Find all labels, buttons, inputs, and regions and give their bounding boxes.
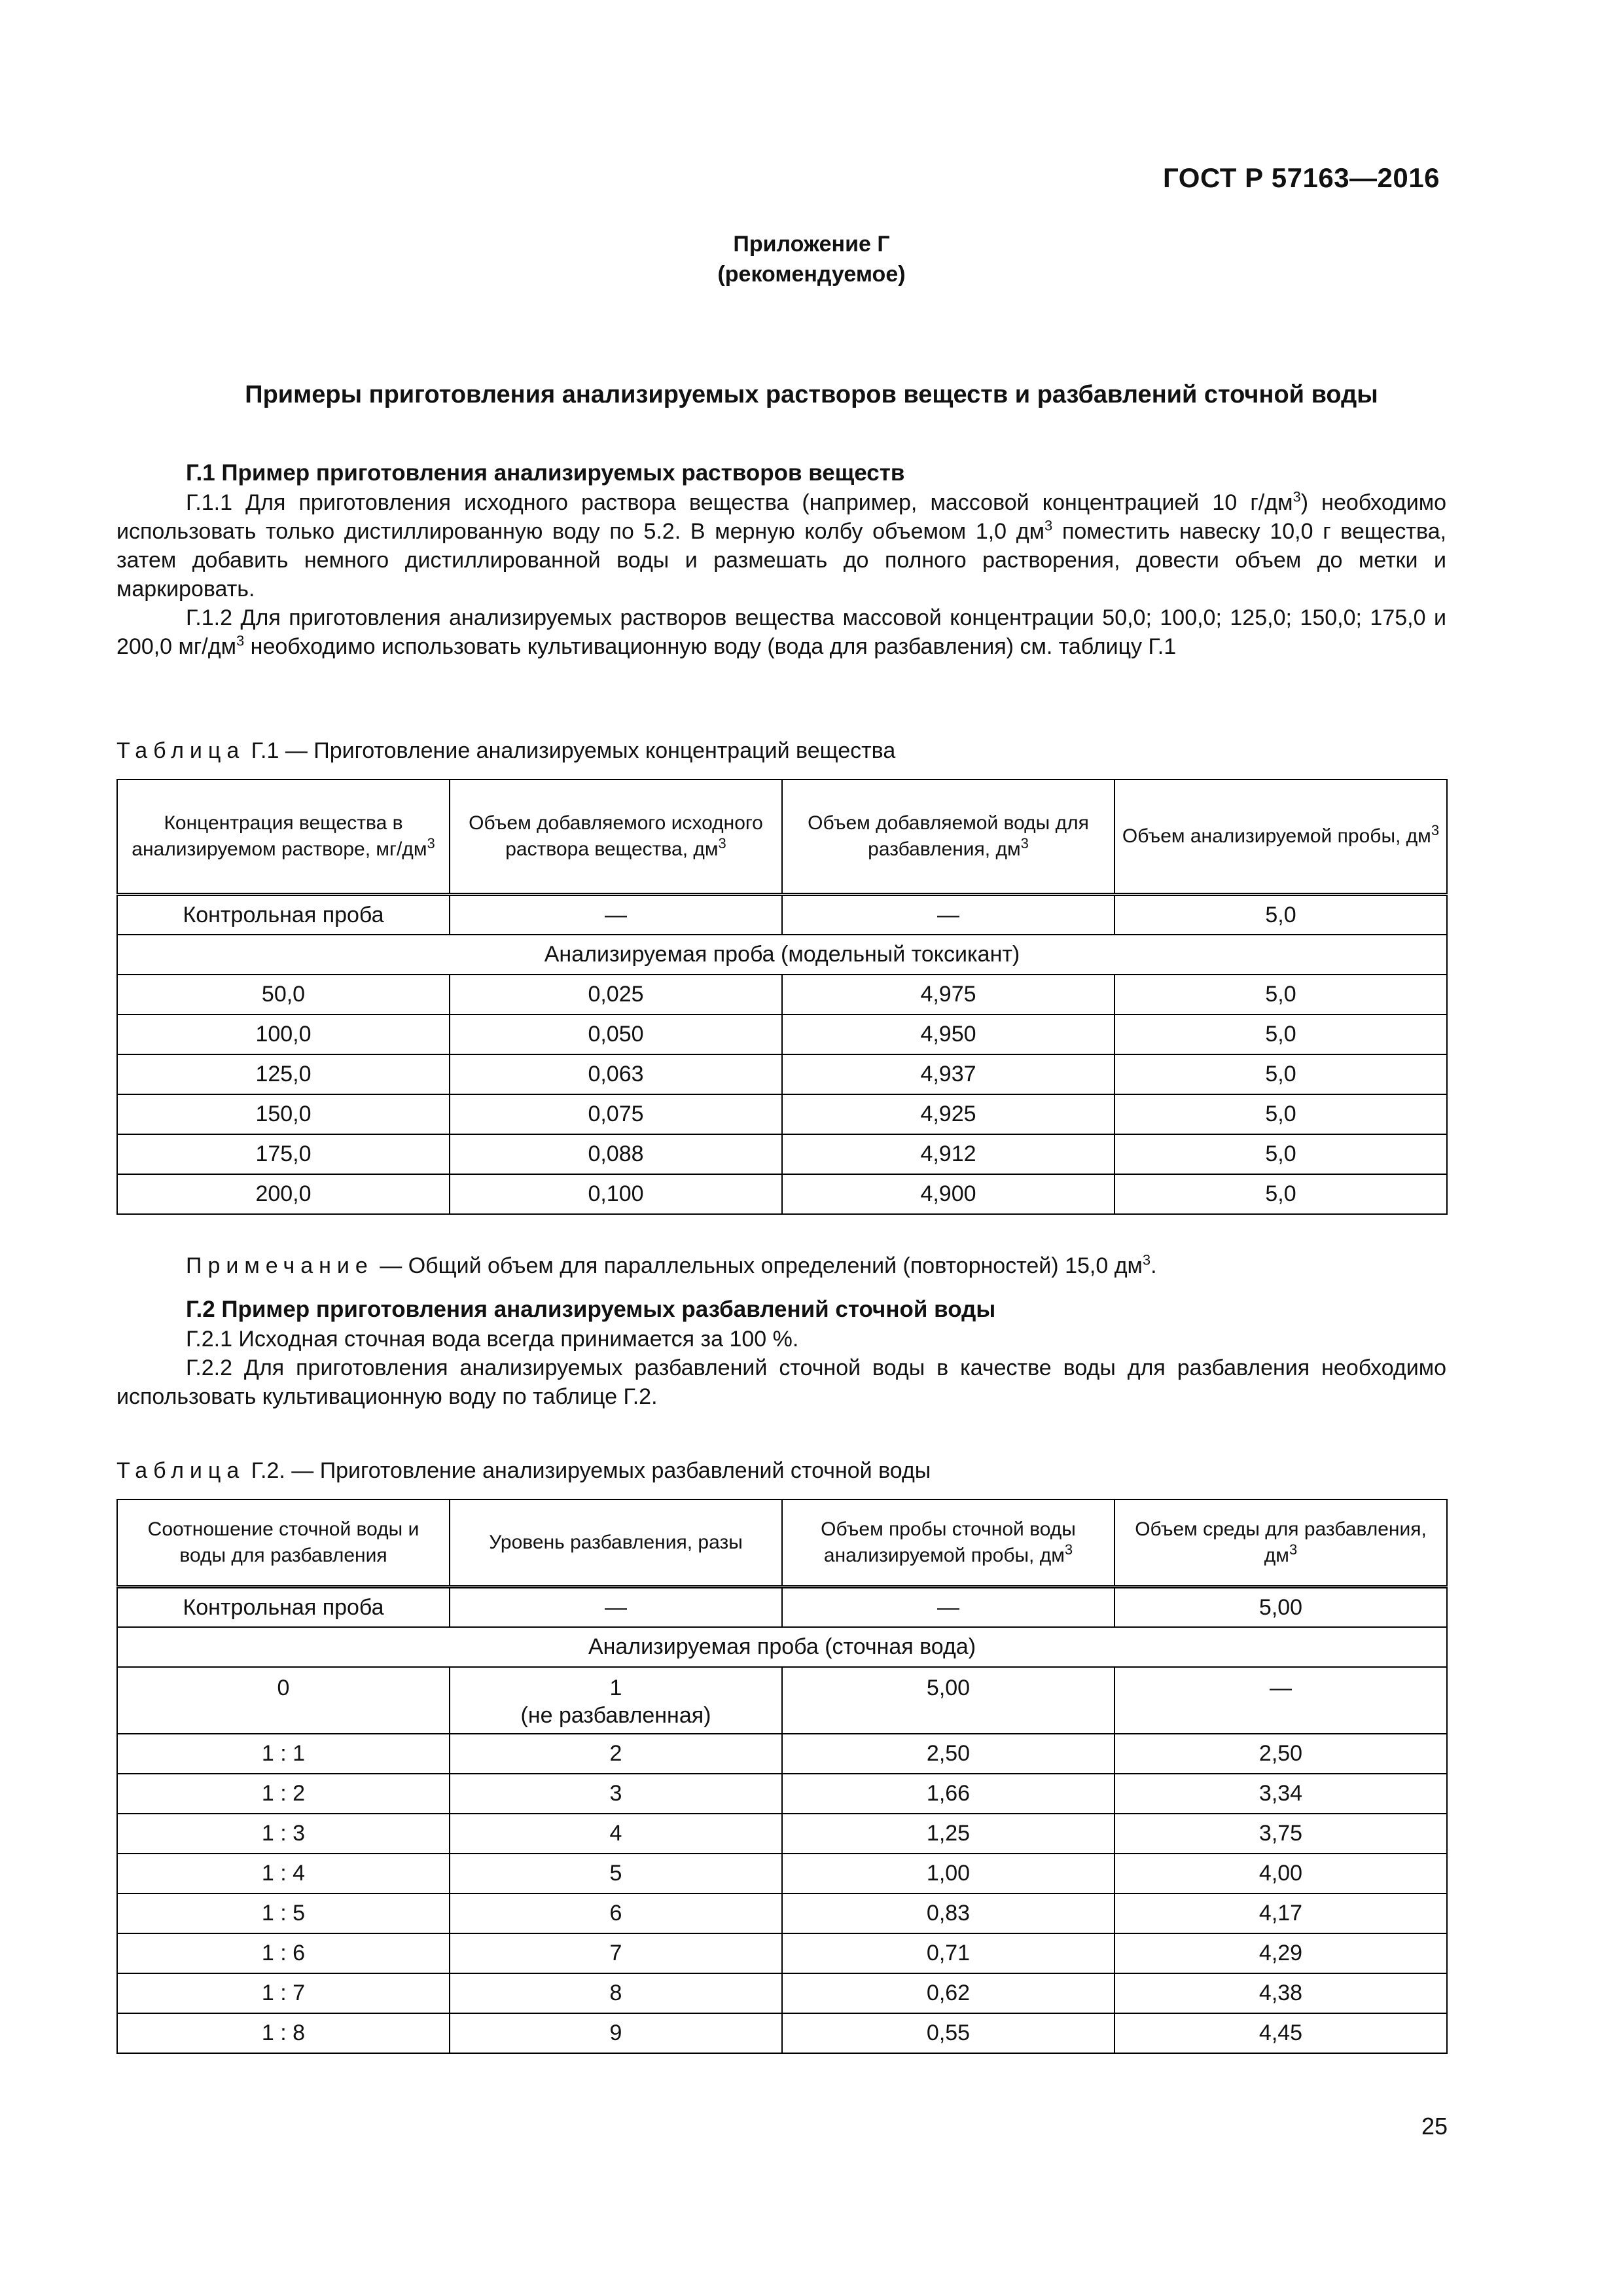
section-g1 (116, 458, 1446, 661)
table1-note: Примечание — Общий объем для параллельных определений (повторностей) 15,0 $дм^3$. (186, 1251, 1157, 1278)
section-heading: Г.2 Пример приготовления анализируемых разбавлений сточной воды (186, 1297, 996, 1322)
paragraph-g1-2: Г.1.2 Для приготовления анализируемых растворов вещества массовой концентрации 50,0; 100,0; 125,0; 150,0; 175,0 и 200,0 $мг/дм^3$ необходимо использовать культивационную воду (вода для разбавления) см. таблицу Г.1 (116, 605, 1446, 659)
table-row: 1 : 3 4 1,25 3,75 (117, 1814, 1447, 1854)
table-row: Контрольная проба — — 5,0 (117, 895, 1447, 935)
table-row: 100,0 0,050 4,950 5,0 (117, 1014, 1447, 1054)
column-header: Уровень разбавления, разы (450, 1499, 782, 1587)
table2-caption: Таблица Г.2. — Приготовление анализируемых разбавлений сточной воды (116, 1458, 931, 1483)
table-row: 0 1 (не разбавленная) 5,00 — (117, 1667, 1447, 1734)
table-row: 125,0 0,063 4,937 5,0 (117, 1054, 1447, 1094)
table-row: 200,0 0,100 4,900 5,0 (117, 1174, 1447, 1214)
column-header: Объем добавляемого исходного раствора вещества, $дм^3$ (450, 780, 782, 895)
table2-container (116, 1499, 1446, 2054)
table-row: 175,0 0,088 4,912 5,0 (117, 1134, 1447, 1174)
table-row: 150,0 0,075 4,925 5,0 (117, 1094, 1447, 1134)
main-title: Примеры приготовления анализируемых растворов веществ и разбавлений сточной воды (245, 381, 1378, 408)
column-header: Объем пробы сточной воды анализируемой пробы, $дм^3$ (782, 1499, 1115, 1587)
column-header: Концентрация вещества в анализируемом растворе, $мг/дм^3$ (117, 780, 450, 895)
column-header: Соотношение сточной воды и воды для разбавления (117, 1499, 450, 1587)
table1 (116, 779, 1448, 1215)
section-g2 (116, 1295, 1446, 1411)
column-header: Объем среды для разбавления, $дм^3$ (1115, 1499, 1447, 1587)
paragraph-g2-2: Г.2.2 Для приготовления анализируемых разбавлений сточной воды в качестве воды для разбавления необходимо использовать культивационную воду по таблице Г.2. (116, 1355, 1446, 1409)
page-number: 25 (1421, 2113, 1448, 2140)
table-group-row: Анализируемая проба (модельный токсикант) (117, 935, 1447, 975)
table-row: 1 : 6 7 0,71 4,29 (117, 1933, 1447, 1973)
table-row: Контрольная проба — — 5,00 (117, 1587, 1447, 1627)
table-row: 1 : 4 5 1,00 4,00 (117, 1854, 1447, 1893)
paragraph-g2-1: Г.2.1 Исходная сточная вода всегда принимается за 100 %. (186, 1327, 799, 1352)
table-header-row (117, 780, 1447, 895)
column-header: Объем добавляемой воды для разбавления, $дм^3$ (782, 780, 1115, 895)
section-heading: Г.1 Пример приготовления анализируемых растворов веществ (186, 460, 905, 486)
annex-heading (0, 229, 1623, 289)
table-row: 1 : 8 9 0,55 4,45 (117, 2013, 1447, 2053)
annex-status: (рекомендуемое) (717, 262, 906, 287)
table1-caption: Таблица Г.1 — Приготовление анализируемых концентраций вещества (116, 738, 896, 763)
table-group-row: Анализируемая проба (сточная вода) (117, 1627, 1447, 1667)
paragraph-g1-1: Г.1.1 Для приготовления исходного раствора вещества (например, массовой концентрацией 10 $г/дм^3$) необходимо использовать только дистиллированную воду по 5.2. В мерную колбу объемом 1,0 $дм^3$ поместить навеску 10,0 г вещества, затем добавить немного дистиллированной воды и размешать до полного растворения, довести объем до метки и маркировать. (116, 488, 1447, 601)
table-row: 50,0 0,025 4,975 5,0 (117, 975, 1447, 1014)
annex-title: Приложение Г (733, 232, 890, 257)
table-row: 1 : 5 6 0,83 4,17 (117, 1893, 1447, 1933)
table-row: 1 : 7 8 0,62 4,38 (117, 1973, 1447, 2013)
column-header: Объем анализируемой пробы, $дм^3$ (1115, 780, 1447, 895)
table-header-row (117, 1499, 1447, 1587)
table1-container (116, 779, 1446, 1215)
standard-code: ГОСТ Р 57163—2016 (1163, 162, 1440, 193)
table-row: 1 : 1 2 2,50 2,50 (117, 1734, 1447, 1774)
table2 (116, 1499, 1448, 2054)
table-row: 1 : 2 3 1,66 3,34 (117, 1774, 1447, 1814)
